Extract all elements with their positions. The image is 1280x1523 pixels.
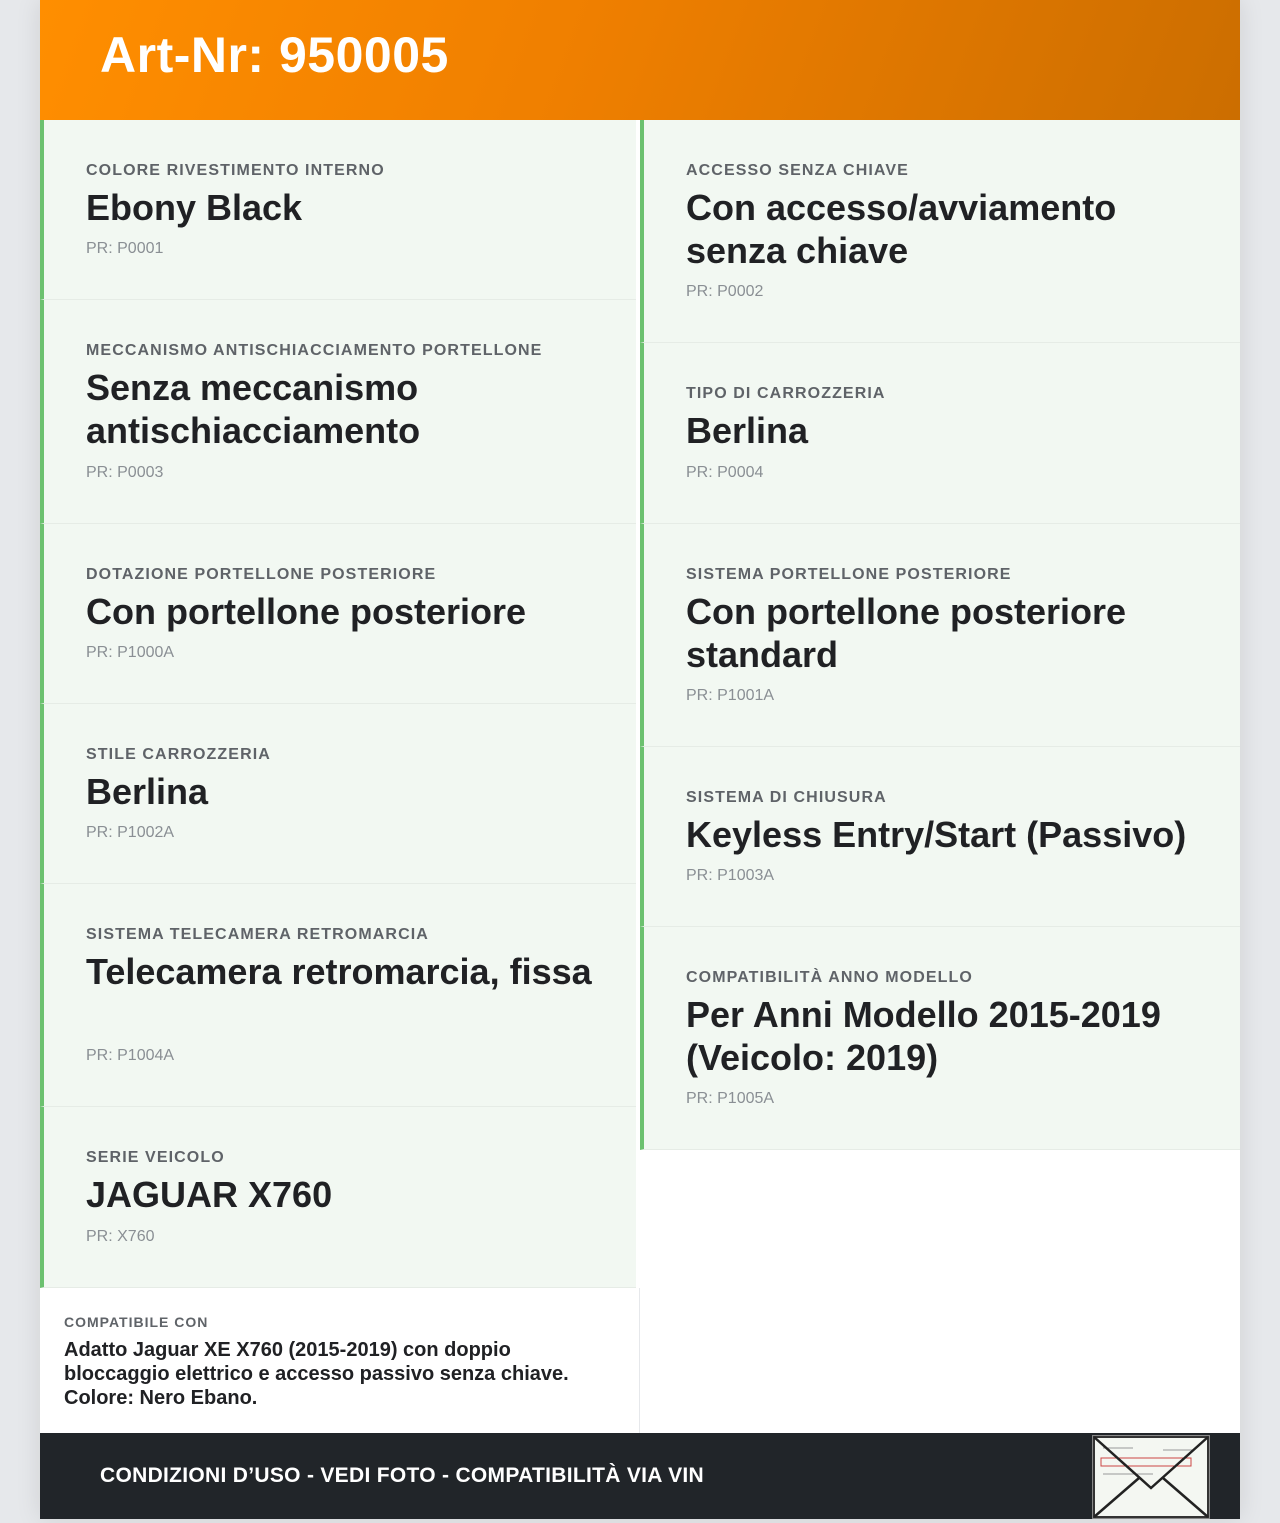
compatibility-text: Adatto Jaguar XE X760 (2015-2019) con doppio bloccaggio elettrico e accesso passivo senza chiave. Colore: Nero Ebano. [64, 1339, 569, 1409]
spec-label: COLORE RIVESTIMENTO INTERNO [86, 162, 385, 179]
photos-link[interactable]: VEDI FOTO [320, 1464, 436, 1487]
spec-code: PR: P0002 [686, 283, 764, 300]
spec-label: DOTAZIONE PORTELLONE POSTERIORE [86, 566, 437, 583]
spec-value: Per Anni Modello 2015-2019 (Veicolo: 2019) [686, 994, 1161, 1078]
footer-separator: - [300, 1464, 321, 1487]
spec-code: PR: P1004A [86, 1047, 175, 1064]
product-sheet [40, 0, 1240, 1519]
spec-card [640, 120, 1240, 343]
spec-value: Berlina [686, 410, 809, 451]
vin-compatibility-link[interactable]: COMPATIBILITÀ VIA VIN [455, 1464, 705, 1487]
spec-card [40, 120, 636, 300]
spec-code: PR: P1002A [86, 824, 175, 841]
spec-label: ACCESSO SENZA CHIAVE [686, 162, 909, 179]
spec-code: PR: X760 [86, 1228, 155, 1245]
spec-code: PR: P0004 [686, 464, 764, 481]
spec-label: TIPO DI CARROZZERIA [686, 385, 886, 402]
spec-value: Telecamera retromarcia, fissa [86, 951, 592, 992]
spec-value: Con accesso/avviamento senza chiave [686, 187, 1117, 271]
spec-card [640, 524, 1240, 747]
spec-card [40, 1107, 636, 1288]
spec-code: PR: P1000A [86, 644, 175, 661]
spec-card [40, 884, 636, 1107]
spec-label: STILE CARROZZERIA [86, 746, 271, 763]
spec-value: Ebony Black [86, 187, 303, 228]
spec-label: SISTEMA TELECAMERA RETROMARCIA [86, 926, 429, 943]
spec-code: PR: P1005A [686, 1090, 775, 1107]
spec-label: SERIE VEICOLO [86, 1149, 225, 1166]
terms-link[interactable]: CONDIZIONI D’USO [100, 1464, 301, 1487]
spec-label: SISTEMA DI CHIUSURA [686, 789, 887, 806]
spec-value: Berlina [86, 771, 209, 812]
spec-value: Keyless Entry/Start (Passivo) [686, 814, 1187, 855]
spec-card [40, 300, 636, 524]
spec-code: PR: P1001A [686, 687, 775, 704]
spec-value: JAGUAR X760 [86, 1174, 333, 1215]
compatibility-section [40, 1288, 640, 1433]
article-number-title: Art-Nr: 950005 [100, 27, 449, 83]
spec-label: SISTEMA PORTELLONE POSTERIORE [686, 566, 1012, 583]
spec-label: COMPATIBILITÀ ANNO MODELLO [686, 969, 973, 986]
spec-value: Senza meccanismo antischiacciamento [86, 367, 421, 451]
compatibility-label: COMPATIBILE CON [64, 1314, 209, 1330]
spec-code: PR: P0003 [86, 464, 164, 481]
spec-card [640, 343, 1240, 524]
spec-code: PR: P1003A [686, 867, 775, 884]
spec-code: PR: P0001 [86, 240, 164, 257]
spec-card [40, 524, 636, 704]
envelope-stamp-icon[interactable] [1092, 1435, 1210, 1519]
spec-card [640, 747, 1240, 927]
footer-links [100, 1464, 704, 1488]
header-banner [40, 0, 1240, 120]
spec-value: Con portellone posteriore standard [686, 591, 1127, 675]
spec-label: MECCANISMO ANTISCHIACCIAMENTO PORTELLONE [86, 342, 543, 359]
spec-card [40, 704, 636, 884]
footer-separator: - [435, 1464, 456, 1487]
spec-value: Con portellone posteriore [86, 591, 527, 632]
footer-bar [40, 1433, 1240, 1519]
spec-card [640, 927, 1240, 1150]
